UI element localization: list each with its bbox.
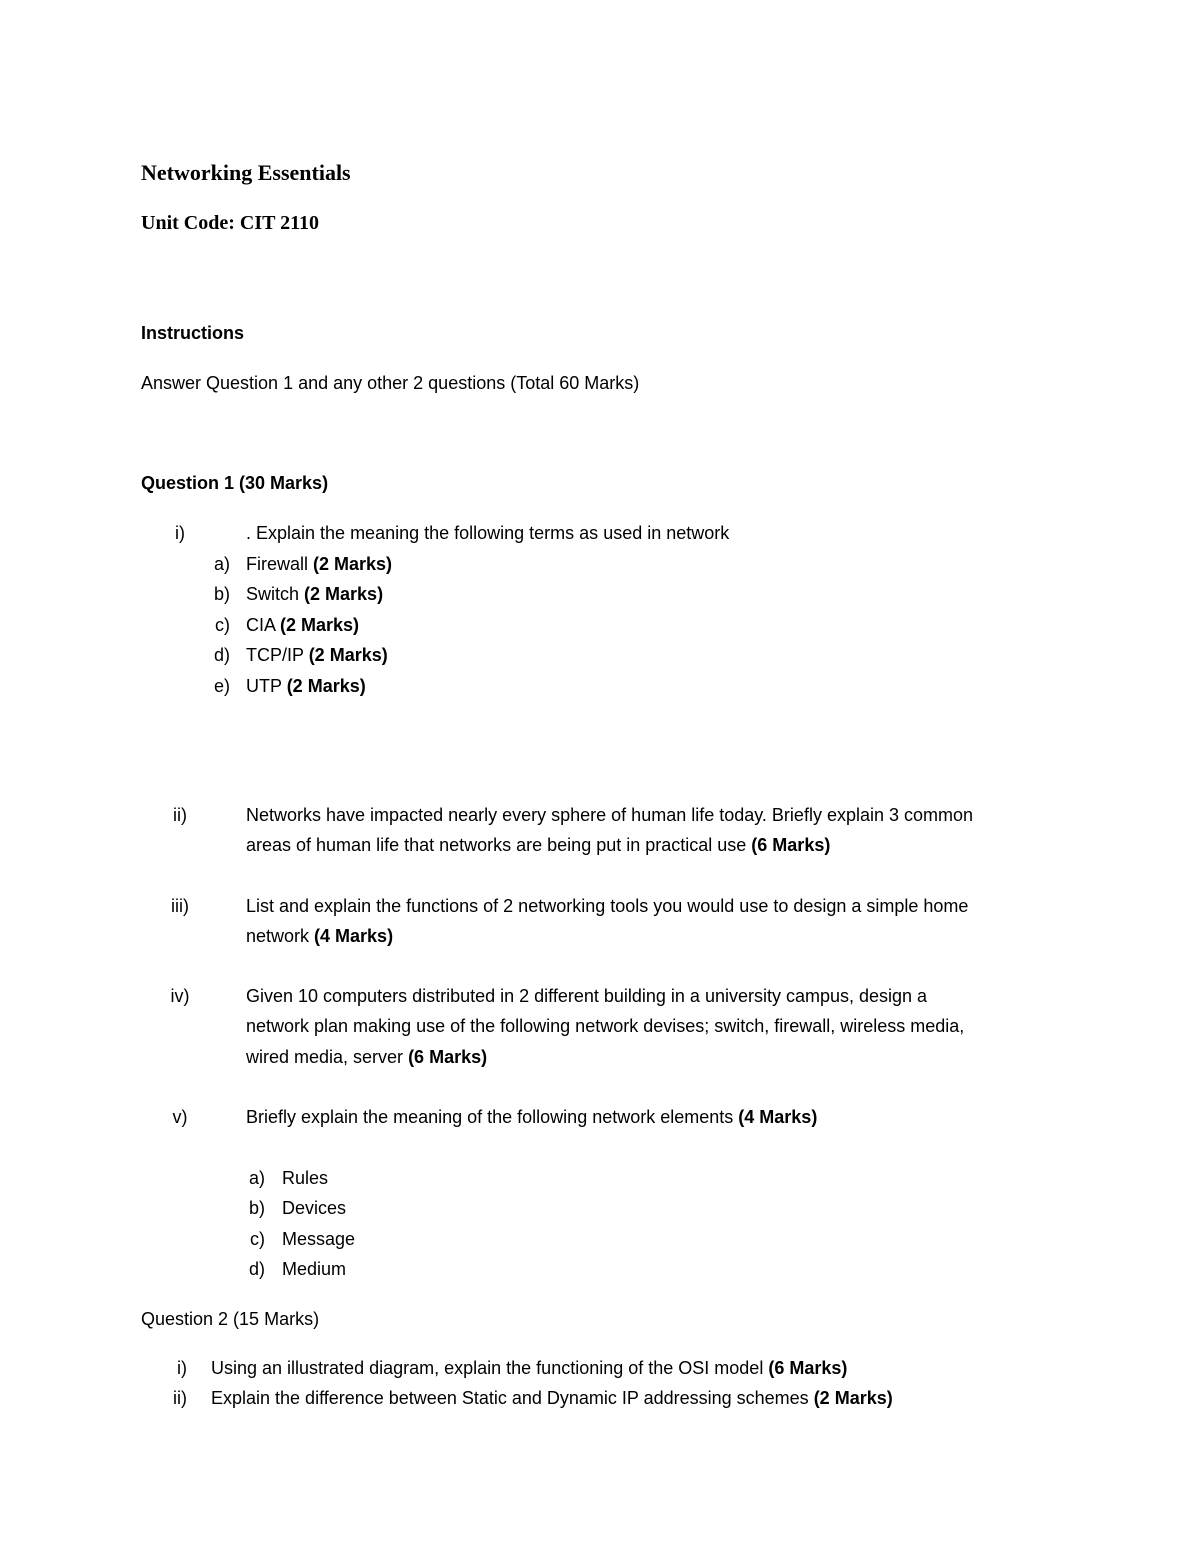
part-text: [211, 1388, 893, 1409]
marks-label: (6 Marks): [751, 835, 831, 855]
list-item-label: b): [248, 1198, 265, 1218]
marks-label: (2 Marks): [280, 615, 360, 635]
list-item: [246, 554, 392, 575]
list-item: [246, 584, 383, 605]
part-number: i): [177, 1358, 187, 1378]
list-item-label: d): [248, 1259, 265, 1279]
instructions-text: Answer Question 1 and any other 2 questions (Total 60 Marks): [141, 373, 640, 393]
part-text-line: network: [246, 926, 315, 946]
part-text: List and explain the functions of 2 networking tools you would use to design a simple home: [246, 896, 969, 916]
marks-label: (2 Marks): [313, 554, 393, 574]
part-number: v): [172, 1107, 188, 1127]
part-text: Given 10 computers distributed in 2 different building in a university campus, design a: [246, 986, 928, 1006]
marks-label: (2 Marks): [308, 645, 388, 665]
part-number: ii): [173, 805, 187, 825]
list-item-label: e): [213, 676, 230, 696]
marks-label: (4 Marks): [314, 926, 394, 946]
instructions-heading: Instructions: [141, 323, 245, 343]
list-item: [246, 645, 388, 666]
list-item-text: Rules: [282, 1168, 329, 1188]
part-number: ii): [173, 1388, 187, 1408]
list-item-label: c): [215, 615, 230, 635]
marks-label: (2 Marks): [304, 584, 384, 604]
part-number: iv): [170, 986, 190, 1006]
part-text: [246, 1107, 817, 1128]
list-item-text: Devices: [282, 1198, 347, 1218]
marks-label: (6 Marks): [768, 1358, 848, 1378]
document-title: Networking Essentials: [141, 160, 351, 185]
marks-label: (2 Marks): [286, 676, 366, 696]
part-text: Networks have impacted nearly every sphere of human life today. Briefly explain 3 common: [246, 805, 974, 825]
list-item-text: Message: [282, 1229, 356, 1249]
list-item: [246, 676, 366, 697]
part-text: [246, 1047, 487, 1068]
list-item-label: a): [248, 1168, 265, 1188]
part-text-line: Explain the difference between Static and Dynamic IP addressing schemes: [211, 1388, 814, 1408]
question-2-heading: Question 2 (15 Marks): [141, 1309, 320, 1329]
list-item-text: Firewall: [246, 554, 314, 574]
list-item-text: CIA: [246, 615, 281, 635]
part-text: network plan making use of the following network devises; switch, firewall, wireless media,: [246, 1016, 965, 1036]
question-1-heading: Question 1 (30 Marks): [141, 473, 329, 493]
marks-label: (2 Marks): [813, 1388, 893, 1408]
list-item-label: d): [213, 645, 230, 665]
part-text-line: areas of human life that networks are being put in practical use: [246, 835, 752, 855]
list-item: [246, 615, 359, 636]
list-item-text: UTP: [246, 676, 287, 696]
list-item-text: Switch: [246, 584, 305, 604]
marks-label: (6 Marks): [408, 1047, 488, 1067]
list-item-label: c): [250, 1229, 265, 1249]
part-text: [211, 1358, 847, 1379]
part-text: [246, 835, 830, 856]
part-text-line: Using an illustrated diagram, explain the functioning of the OSI model: [211, 1358, 769, 1378]
part-text: [246, 926, 393, 947]
marks-label: (4 Marks): [738, 1107, 818, 1127]
list-item-label: a): [213, 554, 230, 574]
list-item-label: b): [213, 584, 230, 604]
part-text-line: wired media, server: [246, 1047, 409, 1067]
part-number: iii): [171, 896, 189, 916]
list-item-text: Medium: [282, 1259, 347, 1279]
part-text-line: Briefly explain the meaning of the following network elements: [246, 1107, 739, 1127]
part-text: . Explain the meaning the following terms as used in network: [246, 523, 730, 543]
list-item-text: TCP/IP: [246, 645, 309, 665]
part-number: i): [175, 523, 185, 543]
unit-code: Unit Code: CIT 2110: [141, 212, 319, 234]
